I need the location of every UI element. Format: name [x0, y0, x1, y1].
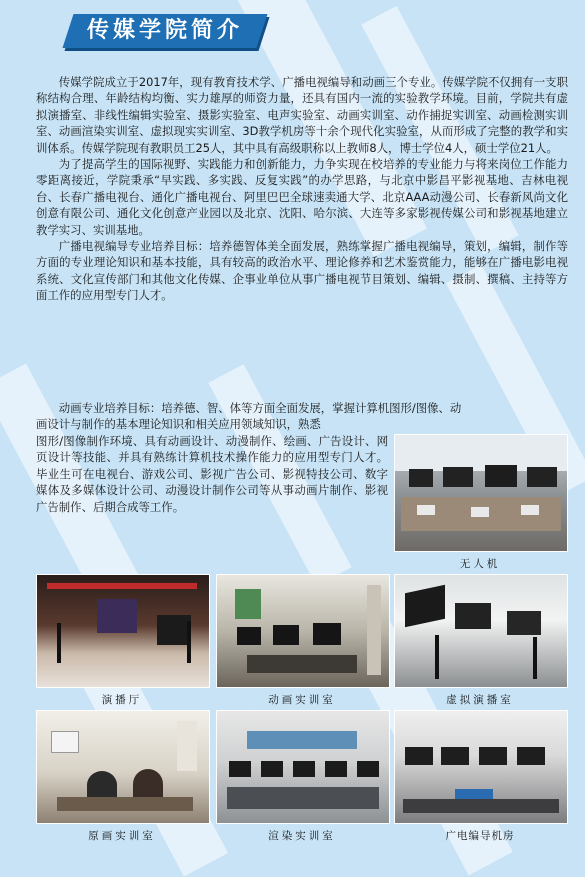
animation-goal-line1: 动画专业培养目标：培养德、智、体等方面全面发展，掌握计算机图形/图像、动 [58, 401, 462, 415]
original-lab-caption: 原画实训室 [88, 830, 156, 842]
render-lab-caption: 渲染实训室 [268, 830, 336, 842]
studio-photo [36, 574, 210, 688]
paragraph-practice: 为了提高学生的国际视野、实践能力和创新能力，力争实现在校培养的专业能力与将来岗位工作能力零距离接近，学院秉承“早实践、多实践、反复实践”的办学思路，与北京中影昌平影视基地、吉林电视台、长春广播电视台、通化广播电视台、阿里巴巴全球速卖通大学、北京AAA动漫公司、长春新风尚文化创意有限公司、通化文化创意产业园以及北京、沈阳、哈尔滨、大连等多家影视传媒公司和影视基地建立教学实习、实训基地。 [36, 157, 568, 237]
page-title: 传媒学院简介 [86, 18, 243, 43]
animation-goal-rest: 图形/图像制作环境、具有动画设计、动漫制作、绘画、广告设计、网页设计等技能、并具有熟练计算机技术操作能力的应用型专门人才。毕业生可在电视台、游戏公司、影视广告公司、影视特技公司、数字媒体及多媒体设计公司、动漫设计制作公司等从事动画片制作、影视广告制作、后期合成等工作。 [36, 434, 388, 514]
animation-goal-line2: 画设计与制作的基本理论知识和相关应用领域知识，熟悉 [36, 417, 321, 432]
studio-caption: 演播厅 [101, 694, 143, 706]
tv-lab-caption: 广电编导机房 [445, 830, 515, 842]
paragraph-animation-goal-top [36, 400, 568, 433]
drone-caption: 无人机 [459, 558, 501, 570]
original-lab-photo [36, 710, 210, 824]
virtual-studio-photo [394, 574, 568, 688]
intro-text [36, 74, 568, 304]
render-lab-photo [216, 710, 390, 824]
tv-lab-photo [394, 710, 568, 824]
paragraph-animation-goal-rest [36, 433, 388, 515]
virtual-studio-caption: 虚拟演播室 [446, 694, 514, 706]
animation-lab-caption: 动画实训室 [268, 694, 336, 706]
drone-photo [394, 434, 568, 552]
paragraph-broadcast-goal: 广播电视编导专业培养目标：培养德智体美全面发展，熟练掌握广播电视编导，策划，编辑，制作等方面的专业理论知识和基本技能，具有较高的政治水平、理论修养和艺术鉴赏能力，能够在广播电影电视系统、文化宣传部门和其他文化传媒、企事业单位从事广播电视节目策划、编辑、摄制、撰稿、主持等方面工作的应用型专门人才。 [36, 239, 568, 303]
paragraph-history: 传媒学院成立于2017年，现有教育技术学、广播电视编导和动画三个专业。传媒学院不仅拥有一支职称结构合理、年龄结构均衡、实力雄厚的师资力量，还具有国内一流的实验教学环境。目前，学院共有虚拟演播室、非线性编辑实验室、摄影实验室、电声实验室、动画实训室、动作捕捉实训室、动画检测实训室、动画渲染实训室、虚拟现实实训室、3D教学机房等十余个现代化实验室，从而形成了完整的教学和实训体系。传媒学院现有教职员工25人，其中具有高级职称以上教师8人，博士学位4人，硕士学位21人。 [36, 75, 568, 155]
animation-lab-photo [216, 574, 390, 688]
